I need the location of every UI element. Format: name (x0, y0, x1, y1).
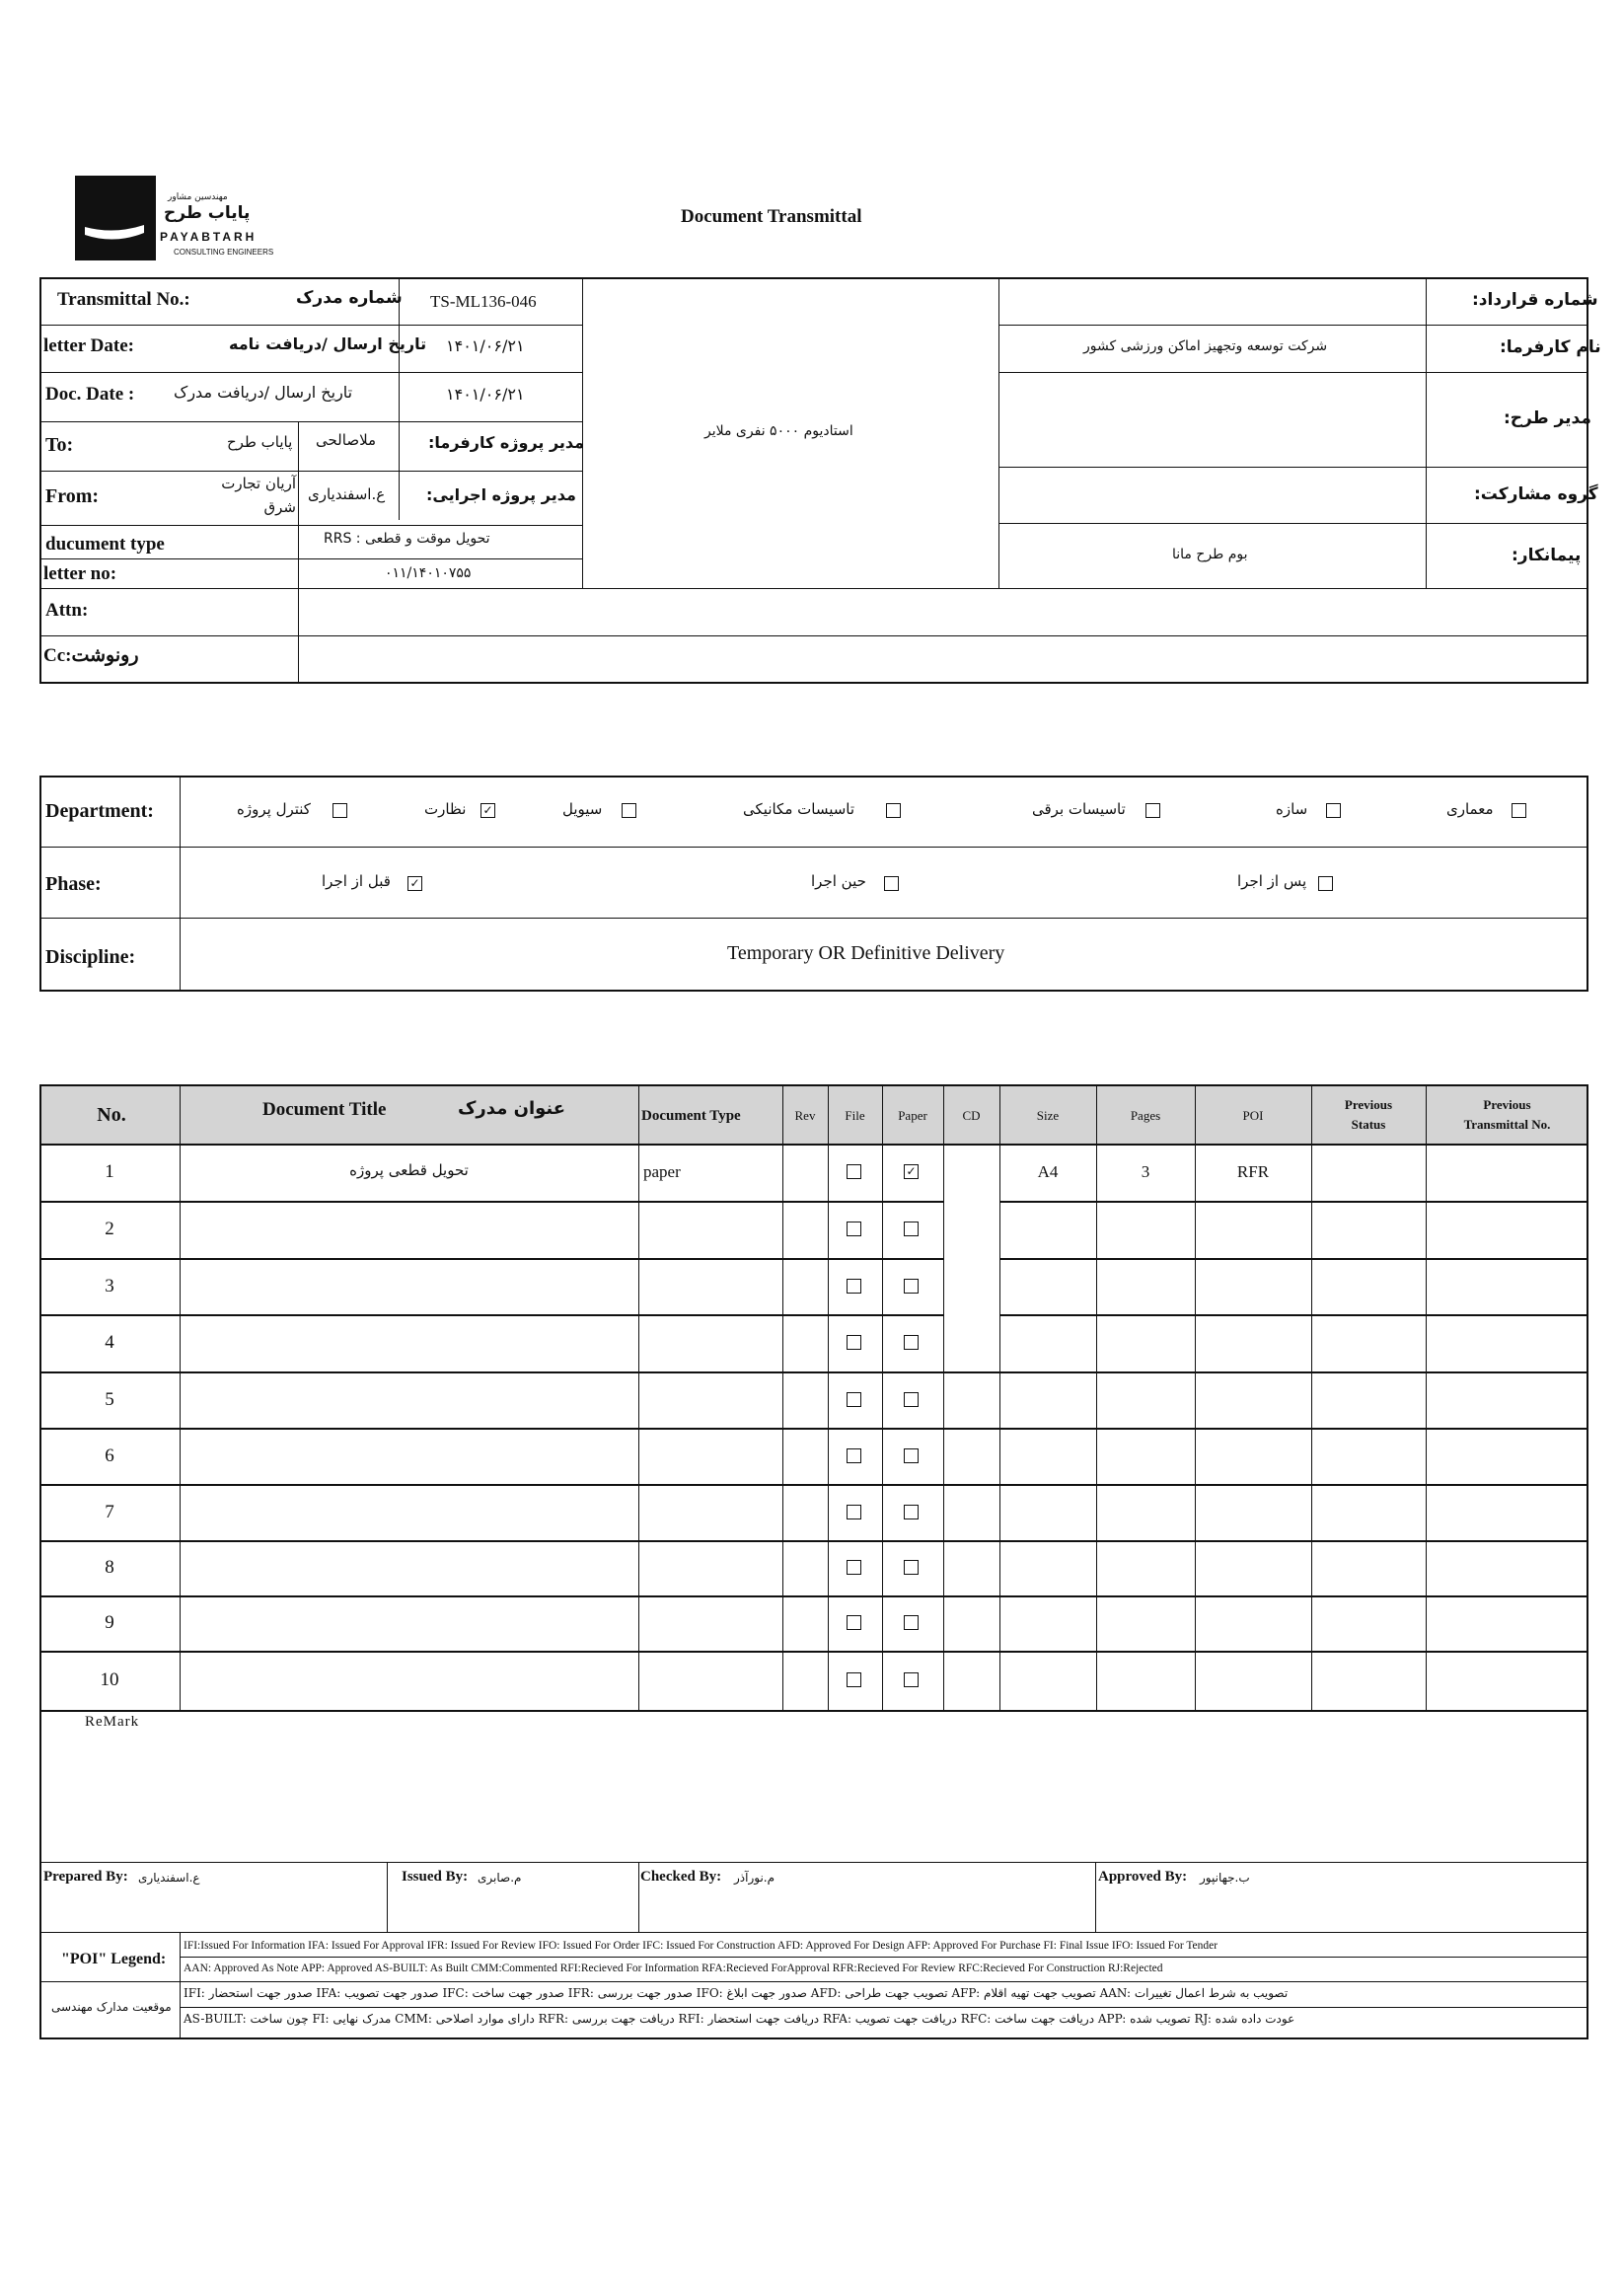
col-doctype-header: Document Type (641, 1108, 741, 1124)
phase-label: Phase: (45, 873, 102, 895)
to-person: ملاصالحی (316, 431, 377, 449)
logo-fa-name: پایاب طرح (164, 203, 251, 223)
partnership-label: گروه مشارکت: (1474, 484, 1598, 504)
col-size-header: Size (1036, 1108, 1060, 1123)
phase-option-label: حین اجرا (811, 872, 866, 890)
department-option-label: تاسیسات برقی (1032, 800, 1126, 818)
department-checkbox[interactable] (332, 803, 347, 818)
approved-by-name: ب.جهانپور (1200, 1871, 1250, 1885)
row-paper-checkbox[interactable] (904, 1615, 919, 1630)
department-label: Department: (45, 800, 154, 822)
letter-date-fa-label: تاریخ ارسال /دریافت نامه (229, 334, 427, 353)
row-doc-type: paper (643, 1162, 681, 1181)
row-paper-checkbox[interactable] (904, 1392, 919, 1407)
col-prev-trans-header-1: Previous (1483, 1097, 1531, 1112)
letter-no-label: letter no: (43, 563, 117, 584)
logo-mark-icon (75, 176, 156, 260)
row-poi: RFR (1236, 1162, 1270, 1181)
department-option-label: سازه (1276, 800, 1308, 818)
col-paper-header: Paper (898, 1108, 927, 1123)
attn-label: Attn: (45, 600, 89, 621)
row-file-checkbox[interactable] (847, 1505, 861, 1519)
contract-no-label: شماره قرارداد: (1472, 290, 1598, 310)
legend-line-3: IFI: صدور جهت استحضار IFA: صدور جهت تصویب IFC: صدور جهت ساخت IFR: صدور جهت بررسی IFO: صدور جهت ابلاغ AFD: تصویب جهت طراحی AFP: تصویب جهت تهیه اقلام AAN: تصویب به شرط اعمال تغییرات (184, 1986, 1289, 2000)
col-prev-trans-header-2: Transmittal No. (1463, 1117, 1551, 1132)
row-paper-checkbox[interactable] (904, 1335, 919, 1350)
document-table (39, 1084, 1588, 2039)
letter-no-value: ۰۱۱/۱۴۰۱۰۷۵۵ (385, 565, 472, 581)
row-number: 9 (105, 1612, 114, 1633)
from-role: مدیر پروژه اجرایی: (426, 485, 576, 504)
transmittal-no-label: Transmittal No.: (57, 289, 190, 310)
transmittal-no-value: TS-ML136-046 (430, 292, 537, 311)
phase-checkbox[interactable] (884, 876, 899, 891)
department-option-label: کنترل پروژه (237, 800, 311, 818)
row-paper-checkbox[interactable] (904, 1279, 919, 1294)
logo-en-sub: CONSULTING ENGINEERS (174, 248, 274, 257)
doc-date-value: ۱۴۰۱/۰۶/۲۱ (446, 385, 525, 404)
to-label: To: (45, 434, 74, 456)
legend-fa-label: موقعیت مدارک مهندسی (51, 2000, 172, 2014)
row-number: 8 (105, 1557, 114, 1578)
issued-by-name: م.صابری (478, 1871, 522, 1885)
col-rev-header: Rev (794, 1108, 816, 1123)
row-file-checkbox[interactable] (847, 1672, 861, 1687)
row-file-checkbox[interactable] (847, 1448, 861, 1463)
checked-by-name: م.نورآذر (734, 1871, 775, 1885)
logo-fa-small: مهندسین مشاور (168, 192, 228, 202)
row-file-checkbox[interactable] (847, 1560, 861, 1575)
row-file-checkbox[interactable] (847, 1615, 861, 1630)
from-person: ع.اسفندیاری (308, 485, 386, 503)
row-paper-checkbox[interactable] (904, 1560, 919, 1575)
department-option-label: سیویل (562, 800, 603, 818)
company-logo (75, 176, 284, 262)
row-paper-checkbox[interactable] (904, 1505, 919, 1519)
row-number: 1 (105, 1161, 114, 1182)
designer-label: مدیر طرح: (1504, 408, 1591, 428)
contractor-value: بوم طرح مانا (1172, 547, 1248, 562)
phase-checkbox[interactable]: ✓ (407, 876, 422, 891)
project-name: استادیوم ۵۰۰۰ نفری ملایر (704, 423, 853, 439)
from-label: From: (45, 485, 100, 507)
department-checkbox[interactable] (1326, 803, 1341, 818)
logo-en-name: PAYABTARH (160, 230, 258, 244)
department-checkbox[interactable] (886, 803, 901, 818)
from-company: آریان تجارت شرق (221, 475, 296, 516)
row-paper-checkbox[interactable] (904, 1672, 919, 1687)
doc-type-value: تحویل موقت و قطعی : RRS (324, 531, 490, 547)
row-file-checkbox[interactable] (847, 1164, 861, 1179)
employer-value: شرکت توسعه وتجهیز اماکن ورزشی کشور (1083, 338, 1328, 354)
doc-date-label: Doc. Date : (45, 384, 135, 405)
remark-label: ReMark (85, 1714, 140, 1730)
col-cd-header: CD (962, 1108, 981, 1123)
legend-line-1: IFI:Issued For Information IFA: Issued For Approval IFR: Issued For Review IFO: Issued For Order IFC: Issued For Construction AFD: Approved For Design AFP: Approved For Purchase FI: Final Issue IFO: Issued For Tender (184, 1940, 1218, 1952)
row-pages: 3 (1141, 1162, 1150, 1181)
col-prev-status-header-2: Status (1351, 1117, 1386, 1132)
row-paper-checkbox[interactable]: ✓ (904, 1164, 919, 1179)
department-checkbox[interactable]: ✓ (480, 803, 495, 818)
col-pages-header: Pages (1130, 1108, 1161, 1123)
doc-date-fa-label: تاریخ ارسال /دریافت مدرک (174, 383, 353, 402)
row-number: 3 (105, 1275, 114, 1296)
row-number: 2 (105, 1219, 114, 1239)
legend-line-4: AS-BUILT: چون ساخت FI: مدرک نهایی CMM: دارای موارد اصلاحی RFR: دریافت جهت بررسی RFI: دریافت جهت استحضار RFA: دریافت جهت تصویب RFC: دریافت جهت ساخت APP: تصویب شده RJ: عودت داده شده (184, 2012, 1295, 2026)
col-no-header: No. (97, 1104, 126, 1126)
row-title: تحویل قطعی پروژه (349, 1161, 469, 1179)
col-prev-status-header-1: Previous (1344, 1097, 1393, 1112)
to-role: مدیر پروژه کارفرما: (428, 433, 585, 452)
row-number: 10 (100, 1669, 119, 1690)
department-option-label: نظارت (424, 800, 467, 818)
row-file-checkbox[interactable] (847, 1335, 861, 1350)
page-title: Document Transmittal (681, 206, 862, 227)
row-file-checkbox[interactable] (847, 1279, 861, 1294)
row-paper-checkbox[interactable] (904, 1448, 919, 1463)
letter-date-value: ۱۴۰۱/۰۶/۲۱ (446, 336, 525, 355)
department-checkbox[interactable] (622, 803, 636, 818)
department-checkbox[interactable] (1512, 803, 1526, 818)
poi-legend-label: "POI" Legend: (61, 1951, 167, 1967)
employer-label: نام کارفرما: (1500, 337, 1601, 357)
letter-date-label: letter Date: (43, 335, 134, 356)
prepared-by-label: Prepared By: (43, 1869, 128, 1885)
issued-by-label: Issued By: (402, 1869, 469, 1885)
department-option-label: معماری (1446, 800, 1494, 818)
col-title-header: Document Title (262, 1099, 387, 1120)
discipline-value: Temporary OR Definitive Delivery (727, 942, 1005, 964)
phase-option-label: قبل از اجرا (322, 872, 391, 890)
department-option-label: تاسیسات مکانیکی (743, 800, 855, 818)
col-file-header: File (845, 1108, 865, 1123)
contractor-label: پیمانکار: (1512, 546, 1582, 565)
phase-checkbox[interactable] (1318, 876, 1333, 891)
row-number: 6 (105, 1444, 114, 1466)
prepared-by-name: ع.اسفندیاری (138, 1871, 200, 1885)
row-number: 5 (105, 1388, 114, 1410)
row-size: A4 (1037, 1162, 1059, 1181)
row-file-checkbox[interactable] (847, 1392, 861, 1407)
col-poi-header: POI (1242, 1108, 1264, 1123)
phase-option-label: پس از اجرا (1237, 872, 1307, 890)
approved-by-label: Approved By: (1098, 1869, 1188, 1885)
col-title-fa-header: عنوان مدرک (458, 1098, 566, 1119)
checked-by-label: Checked By: (640, 1869, 722, 1885)
cc-label: Cc:رونوشت (43, 645, 139, 666)
row-number: 7 (105, 1501, 114, 1522)
row-file-checkbox[interactable] (847, 1222, 861, 1236)
doc-type-label: ducument type (45, 534, 165, 555)
row-paper-checkbox[interactable] (904, 1222, 919, 1236)
transmittal-no-fa-label: شماره مدرک (296, 288, 403, 308)
legend-line-2: AAN: Approved As Note APP: Approved AS-BUILT: As Built CMM:Commented RFI:Recieved For Information RFA:Recieved ForApproval RFR:Recieved For Review RFC:Recieved For Construction RJ:Rejected (184, 1963, 1163, 1974)
to-company: پایاب طرح (227, 433, 293, 451)
row-number: 4 (105, 1332, 114, 1353)
department-checkbox[interactable] (1145, 803, 1160, 818)
discipline-label: Discipline: (45, 946, 136, 968)
